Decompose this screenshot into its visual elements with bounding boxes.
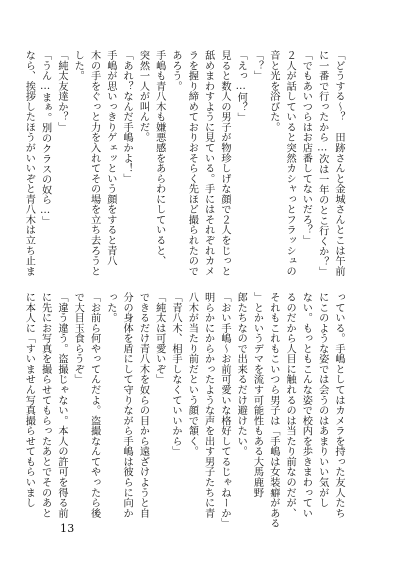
text-line: 「おい手嶋〜お前可愛いな格好してるじゃねーか」 (218, 292, 230, 529)
text-line: った。 (104, 292, 116, 323)
text-line: っている。手嶋としてはカメラを持った友人たち (333, 292, 344, 519)
text-line: に本人に「すいません写真撮らせてもらいまし (23, 292, 35, 508)
text-line: 「どうする〜？ 田跡さんと金城さんとこは午前 (333, 50, 344, 277)
text-line: 「青八木、相手しなくていいから」 (170, 292, 182, 457)
text-line: ラを握り締めておりおそらく先ほど撮られたので (186, 50, 198, 277)
text-line: るのだから人目に触れるのは当たり前なのだが、 (284, 292, 296, 519)
text-line: にこのような姿では会うのはあまりいい気がし (316, 292, 328, 508)
text-line: 手嶋も青八木も嫌悪感をあらわにしていると、 (153, 50, 165, 266)
text-line: 郎たちなので出来るだけ避けたい。 (235, 292, 247, 457)
page-number: 13 (60, 522, 75, 535)
text-line: 「あれ？なんだ手嶋かよ！」 (121, 50, 133, 184)
text-line: 「純太は可愛いぞ」 (153, 292, 165, 385)
text-line: 舐めまわすように見ている。手にはそれぞれカメ (202, 50, 214, 277)
text-line: なら、挨拶したほうがいいぞと青八木は立ち止ま (23, 50, 35, 277)
text-line: 「違う違う。盗撮じゃない。本人の許可を得る前 (55, 292, 67, 519)
text-line: した。 (72, 50, 84, 81)
text-line: できるだけ青八木を奴らの目から遠ざけようと自 (137, 292, 149, 519)
text-line: 木の手をぐっと力を入れてその場を立ち去ろうと (88, 50, 100, 277)
text-line: 見ると数人の男子が物珍しげな顔で２人をじっと (218, 50, 230, 277)
text-line: に一番で行ったから…次は一年のとこ行くか？」 (316, 50, 328, 277)
text-line: 「うん…まぁ。別のクラスの奴ら…」 (39, 50, 51, 227)
text-line: あろう。 (170, 50, 182, 92)
text-line: 「お前ら何やってんだよ。盗撮なんてやったら後 (88, 292, 100, 519)
text-line: 突然一人が叫んだ。 (137, 50, 149, 143)
text-line: 明らかにからかったような声を出す男子たちに青 (202, 292, 214, 519)
text-line: 八木が当たり前だという顔で頷く。 (186, 292, 198, 457)
text-line: ない。もっともこんな姿で校内を歩きまわってい (300, 292, 312, 519)
text-line: 「えっ…何？」 (235, 50, 247, 123)
upper-text-block (23, 50, 346, 277)
text-line: 分の身体を盾にして守りながら手嶋は彼らに向か (121, 292, 133, 519)
text-line: 手嶋が思いっきりゲェッという顔をすると青八 (104, 50, 116, 266)
text-line: ２人が話していると突然カシャっとフラッシュの (284, 50, 296, 277)
text-line: 「純太友達か？」 (55, 50, 67, 133)
text-line: 「？」 (251, 50, 263, 81)
text-line: 「でもあいつらはお店番してないだろ？」 (300, 50, 312, 246)
text-line: 音と光を浴びた。 (267, 50, 279, 133)
text-line: に先にお写真を撮らせてもらったあとでそのあと (39, 292, 51, 519)
text-line: それもこれもこいつら男子は「手嶋は女装癖がある (267, 292, 279, 529)
text-line: 」とかいうデマを流す可能性もある大馬鹿野 (251, 292, 263, 498)
text-line: で大目玉食らうぞ」 (72, 292, 84, 385)
